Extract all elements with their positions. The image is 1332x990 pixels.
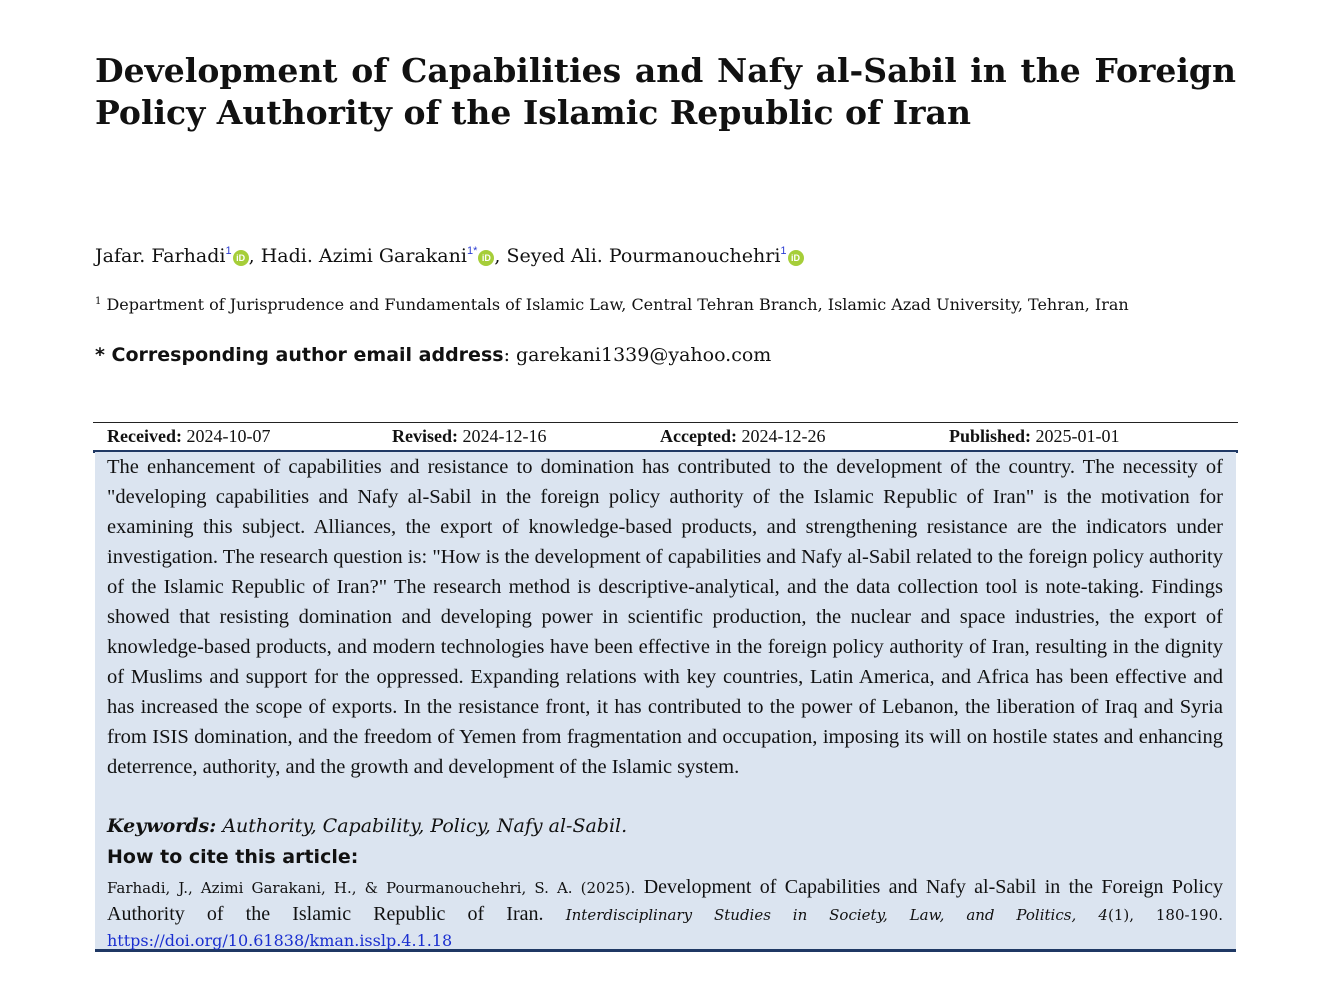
author-separator: , [248, 245, 261, 267]
cite-issue-pages: (1), 180-190. [1107, 906, 1223, 924]
received-label: Received: [107, 426, 182, 446]
author-affiliation-mark: 1* [466, 245, 478, 257]
corresponding-email[interactable]: garekani1339@yahoo.com [516, 344, 772, 366]
affiliation-text: Department of Jurisprudence and Fundamentals of Islamic Law, Central Tehran Branch, Islamic Azad University, Tehran, Iran [106, 295, 1129, 314]
author-name[interactable]: Jafar. Farhadi [95, 245, 226, 267]
orcid-icon[interactable]: iD [233, 250, 249, 266]
author-name[interactable]: Seyed Ali. Pourmanouchehri [506, 245, 781, 267]
citation [107, 874, 1223, 954]
corresponding-author: * Corresponding author email address: garekani1339@yahoo.com [95, 344, 772, 366]
accepted-date [660, 423, 825, 450]
cite-title: Development of Capabilities and Nafy al-Sabil in the Foreign Policy Authority of the Islamic Republic of Iran. [107, 876, 1223, 925]
cite-authors: Farhadi, J., Azimi Garakani, H., & Pourmanouchehri, S. A. (2025). [107, 879, 636, 897]
author-name[interactable]: Hadi. Azimi Garakani [260, 245, 467, 267]
cite-journal: Interdisciplinary Studies in Society, Law, and Politics, [565, 906, 1077, 924]
published-date [949, 423, 1120, 450]
cite-heading: How to cite this article: [107, 846, 359, 868]
published-label: Published: [949, 426, 1032, 446]
article-dates [93, 422, 1238, 453]
accepted-label: Accepted: [660, 426, 737, 446]
revised-value: 2024-12-16 [462, 426, 547, 446]
affiliation-mark: 1 [95, 296, 102, 307]
received-date [107, 423, 270, 450]
author-separator: , [494, 245, 507, 267]
orcid-icon[interactable]: iD [478, 250, 494, 266]
abstract-box [95, 452, 1236, 952]
received-value: 2024-10-07 [186, 426, 271, 446]
published-value: 2025-01-01 [1035, 426, 1120, 446]
corresponding-label: * Corresponding author email address [95, 344, 504, 366]
doi-link[interactable]: https://doi.org/10.61838/kman.isslp.4.1.18 [107, 931, 453, 950]
affiliation [95, 290, 1255, 317]
orcid-icon[interactable]: iD [788, 250, 804, 266]
abstract-text: The enhancement of capabilities and resistance to domination has contributed to the development of the country. The necessity of "developing capabilities and Nafy al-Sabil in the foreign policy authority of the Islamic Republic of Iran" is the motivation for examining this subject. Alliances, the export of knowledge-based products, and strengthening resistance are the indicators under investigation. The research question is: "How is the development of capabilities and Nafy al-Sabil related to the foreign policy authority of the Islamic Republic of Iran?" The research method is descriptive-analytical, and the data collection tool is note-taking. Findings showed that resisting domination and developing power in scientific production, the nuclear and space industries, the export of knowledge-based products, and modern technologies have been effective in the foreign policy authority of Iran, resulting in the dignity of Muslims and support for the oppressed. Expanding relations with key countries, Latin America, and Africa has been effective and has increased the scope of exports. In the resistance front, it has contributed to the power of Lebanon, the liberation of Iraq and Syria from ISIS domination, and the freedom of Yemen from fragmentation and occupation, imposing its will on hostile states and enhancing deterrence, authority, and the growth and development of the Islamic system. [107, 456, 1223, 778]
accepted-value: 2024-12-26 [741, 426, 826, 446]
author-affiliation-mark: 1 [225, 245, 232, 257]
cite-volume: 4 [1098, 906, 1108, 924]
keywords [107, 812, 1223, 840]
keywords-label: Keywords: [107, 815, 217, 837]
author-affiliation-mark: 1 [780, 245, 787, 257]
keywords-value: Authority, Capability, Policy, Nafy al-Sabil. [222, 815, 628, 837]
article-title: Development of Capabilities and Nafy al-Sabil in the Foreign Policy Authority of the Islamic Republic of Iran [95, 51, 1236, 132]
revised-date [392, 423, 547, 450]
revised-label: Revised: [392, 426, 458, 446]
author-list [95, 238, 1236, 269]
